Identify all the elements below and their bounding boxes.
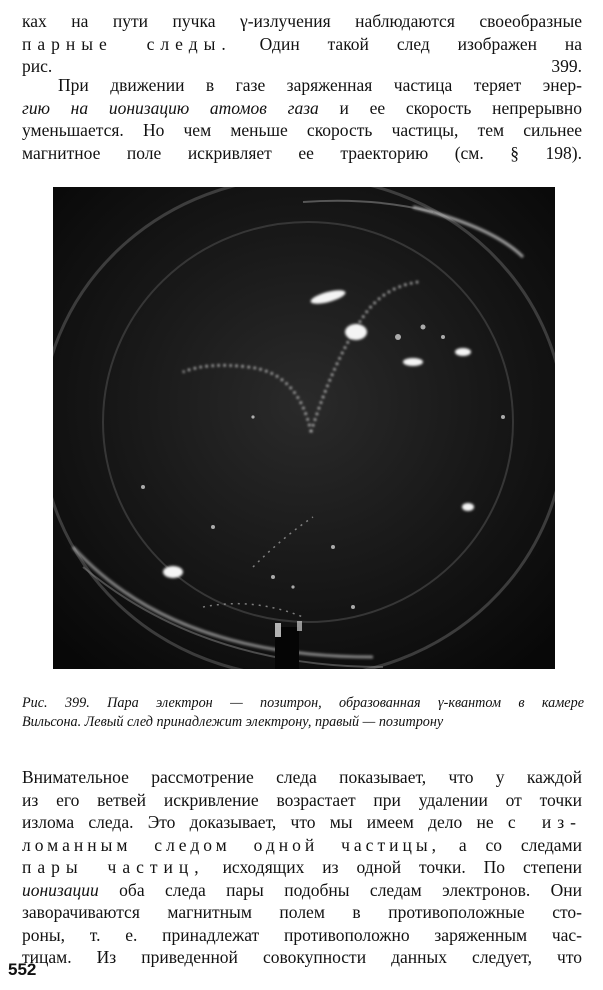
text-fragment: а со следами bbox=[439, 834, 582, 855]
spaced-emphasis: пары частиц, bbox=[22, 857, 205, 877]
text-line: тицам. Из приведенной совокупности данных следует, что bbox=[22, 947, 582, 967]
figure-caption bbox=[22, 694, 584, 732]
paragraph-3 bbox=[22, 766, 582, 969]
page-number: 552 bbox=[8, 960, 37, 979]
caption-line: Вильсона. Левый след принадлежит электрону, правый — позитрону bbox=[22, 714, 444, 730]
paragraph-2 bbox=[22, 74, 582, 164]
text-line bbox=[22, 33, 582, 56]
italic-term: ионизации bbox=[22, 879, 99, 900]
text-line: уменьшается. Но чем меньше скорость частицы, тем сильнее bbox=[22, 120, 582, 140]
text-line bbox=[22, 811, 582, 834]
text-line bbox=[22, 879, 582, 902]
cloud-chamber-photo bbox=[53, 187, 555, 669]
text-fragment: оба следа пары подобны следам электронов. Они bbox=[98, 879, 582, 900]
text-line: заворачиваются магнитным полем в противоположные сто- bbox=[22, 902, 582, 922]
spaced-emphasis: парные следы. bbox=[22, 33, 232, 54]
text-fragment: и ее скорость непрерывно bbox=[318, 97, 583, 118]
text-line bbox=[22, 834, 582, 857]
text-line: из его ветвей искривление возрастает при удалении от точки bbox=[22, 789, 582, 810]
text-line: роны, т. е. принадлежат противоположно заряженным час- bbox=[22, 924, 582, 945]
text-line: рис. 399. bbox=[22, 56, 582, 76]
caption-line: Рис. 399. Пара электрон — позитрон, образованная γ-квантом в камере bbox=[22, 695, 584, 711]
text-fragment: излома следа. Это доказывает, что мы имеем дело не bbox=[22, 812, 508, 832]
text-line bbox=[22, 97, 582, 120]
paragraph-1 bbox=[22, 10, 582, 78]
italic-term: гию на ионизацию атомов газа bbox=[22, 97, 319, 118]
text-fragment: исходящих из одной точки. По степени bbox=[204, 857, 583, 877]
text-line: При движении в газе заряженная частица теряет энер- bbox=[58, 75, 582, 95]
text-line: магнитное поле искривляет ее траекторию (см. § 198). bbox=[22, 142, 582, 163]
text-line: Внимательное рассмотрение следа показывает, что у каждой bbox=[22, 767, 582, 787]
spaced-emphasis: ломанным следом одной частицы, bbox=[22, 834, 440, 855]
spaced-emphasis: с из- bbox=[507, 812, 582, 832]
text-line: ках на пути пучка γ-излучения наблюдаются своеобразные bbox=[22, 11, 582, 31]
text-line bbox=[22, 856, 582, 879]
text-fragment: Один такой след изображен на bbox=[231, 33, 583, 54]
